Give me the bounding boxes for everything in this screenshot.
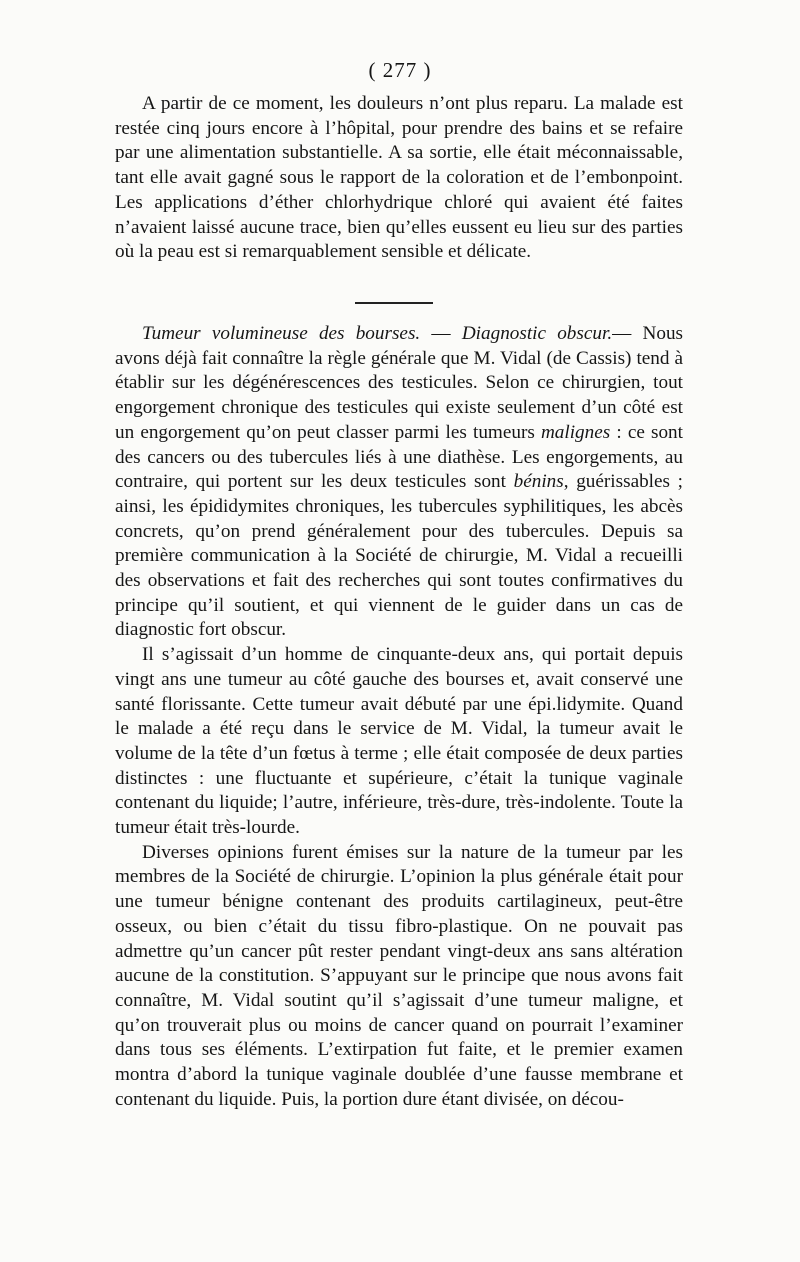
paragraph-intro [115, 322, 683, 643]
paragraph-text: Nous avons déjà fait connaître la règle générale que M. Vidal (de Cassis) tend à établir sur les dégénérescences des testicules. Selon ce chirurgien, tout engorgement chronique des testicules qui existe seulement d’un côté est un engorgement qu’on peut classer parmi les tumeurs [115, 323, 684, 443]
paragraph-opinions: Diverses opinions furent émises sur la nature de la tumeur par les membres de la Société de chirurgie. L’opinion la plus générale était pour une tumeur bénigne contenant des produits cartilagineux, peut-être osseux, ou bien c’était du tissu fibro-plastique. On ne pouvait pas admettre qu’un cancer pût rester pendant vingt-deux ans sans altération aucune de la constitution. S’appuyant sur le principe que nous avons fait connaître, M. Vidal soutint qu’il s’agissait d’une tumeur maligne, et qu’on trouverait plus ou moins de cancer quand on pourrait l’examiner dans tous ses éléments. L’extirpation fut faite, et le premier examen montra d’abord la tunique vaginale doublée d’une fausse membrane et contenant du liquide. Puis, la portion dure étant divisée, on décou- [115, 841, 683, 1110]
section-title-tumeur: Tumeur volumineuse des bourses. [142, 323, 421, 344]
emphasis-benins: bénins [513, 471, 564, 493]
section-title-diagnostic: Diagnostic obscur. [461, 323, 613, 344]
section-tumor-case [115, 322, 683, 1113]
title-dash: — [420, 323, 462, 344]
paragraph-text: , guérissables ; ainsi, les épididymites chroniques, les tubercules syphilitiques, les abcès concrets, qu’on prend généralement pour des tubercules. Depuis sa première communication à la Société de chirurgie, M. Vidal a recueilli des observations et fait des recherches qui sont toutes confirmatives du principe qu’il soutient, et qui viennent de le guider dans un cas de diagnostic fort obscur. [115, 471, 683, 641]
page-number: ( 277 ) [368, 58, 432, 82]
section-discharge-text [115, 92, 683, 265]
section-separator-rule [355, 302, 433, 304]
emphasis-malignes: malignes [540, 421, 611, 443]
paragraph-text: : ce sont des cancers ou des tubercules liés à une diathèse. Les engorgements, au contraire, qui portent sur les deux testicules sont [115, 421, 683, 493]
title-dash: — [612, 323, 643, 344]
paragraph-patient: Il s’agissait d’un homme de cinquante-deux ans, qui portait depuis vingt ans une tumeur au côté gauche des bourses et, avait conservé une santé florissante. Cette tumeur avait débuté par une épi.lidymite. Quand le malade a été reçu dans le service de M. Vidal, la tumeur avait le volume de la tête d’un fœtus à terme ; elle était composée de deux parties distinctes : une fluctuante et supérieure, c’était la tunique vaginale contenant du liquide; l’autre, inférieure, très-dure, très-indolente. Toute la tumeur était très-lourde. [115, 644, 683, 839]
paragraph: A partir de ce moment, les douleurs n’ont plus reparu. La malade est restée cinq jours encore à l’hôpital, pour prendre des bains et se refaire par une alimentation substantielle. A sa sortie, elle était méconnaissable, tant elle avait gagné sous le rapport de la coloration et de l’embonpoint. Les applications d’éther chlorhydrique chloré qui avaient été faites n’avaient laissé aucune trace, bien qu’elles eussent eu lieu sur des parties où la peau est si remarquablement sensible et délicate. [115, 93, 683, 263]
